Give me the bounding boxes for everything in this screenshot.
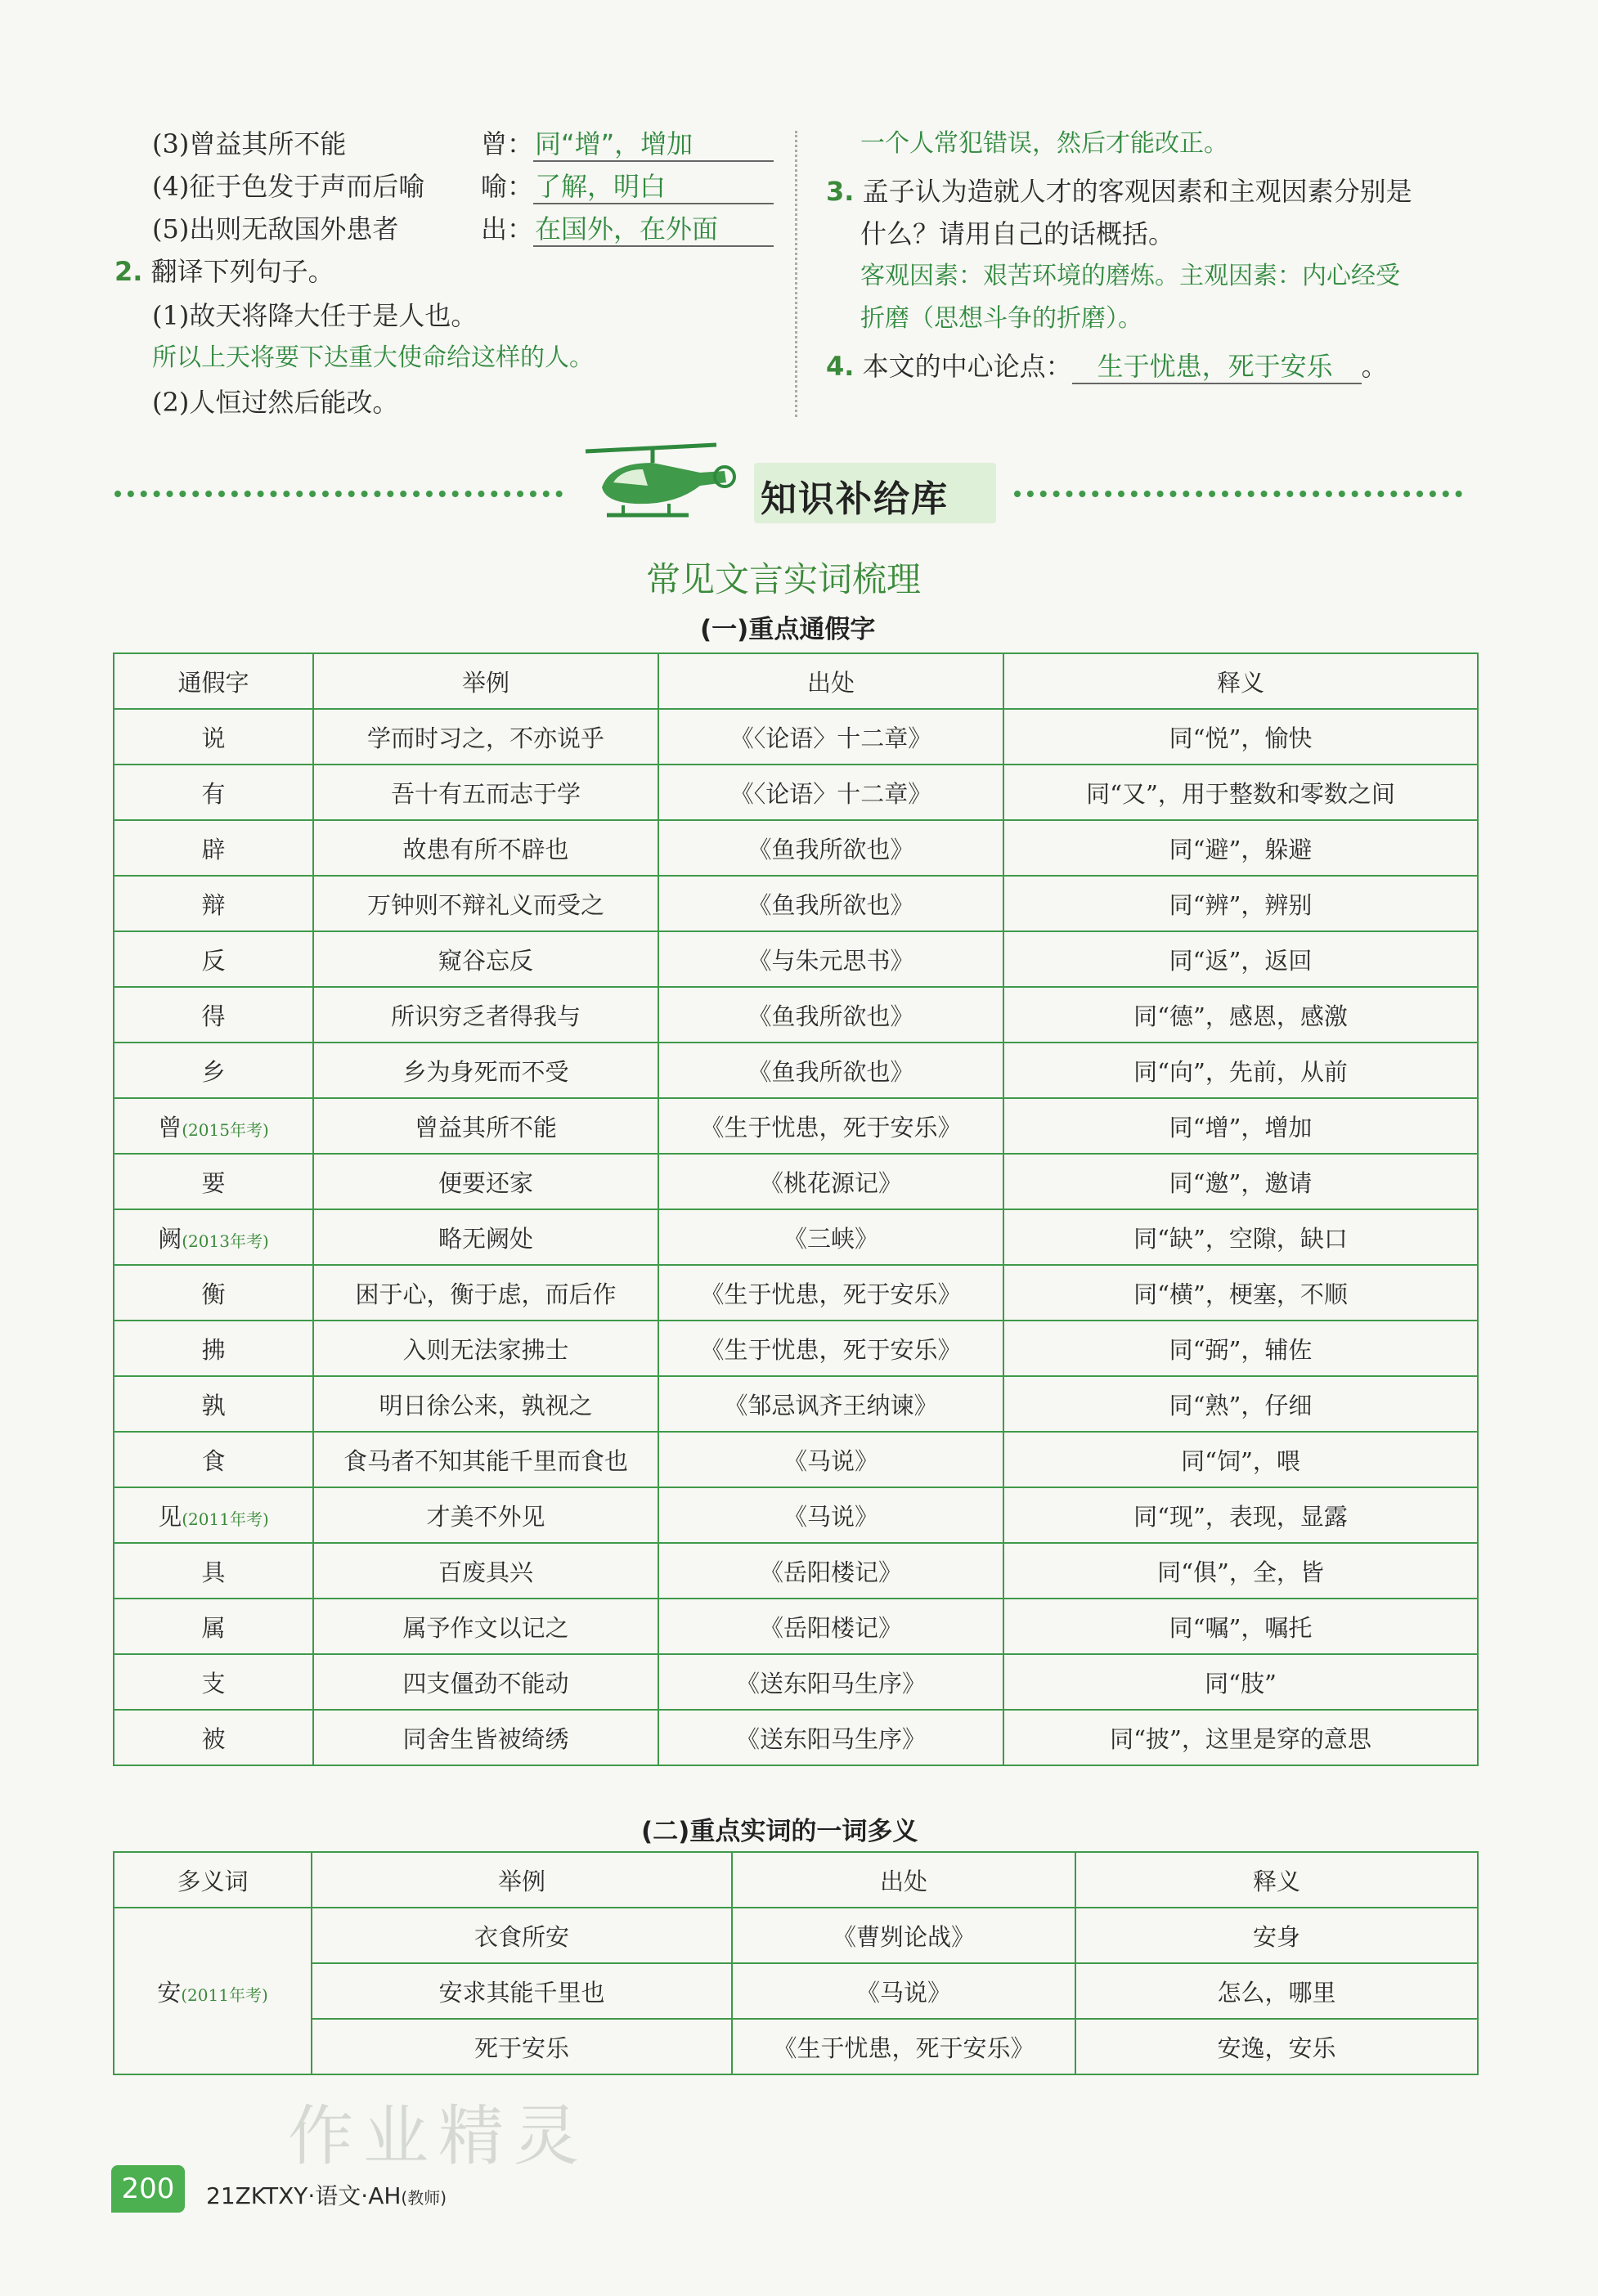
q1-item-3 bbox=[152, 128, 346, 160]
question-text: (4)征于色发于声而后喻 bbox=[152, 171, 425, 202]
example-cell: 吾十有五而志于学 bbox=[313, 765, 658, 820]
tongjiazi-cell bbox=[114, 820, 313, 876]
header-cell: 释义 bbox=[1075, 1852, 1478, 1908]
meaning-cell: 安逸，安乐 bbox=[1075, 2019, 1478, 2074]
table-row bbox=[114, 1908, 1478, 1963]
exam-year: (2015年考) bbox=[182, 1119, 269, 1140]
source-cell: 《三峡》 bbox=[658, 1209, 1003, 1265]
table-row bbox=[114, 1710, 1478, 1765]
polysemy-word: 安 bbox=[157, 1978, 182, 2007]
tongjiazi-char: 曾 bbox=[158, 1113, 182, 1141]
banner-title: 知识补给库 bbox=[761, 478, 949, 520]
tongjiazi-cell bbox=[114, 1209, 313, 1265]
q1-item-4 bbox=[152, 170, 424, 203]
question-text: (3)曾益其所不能 bbox=[152, 128, 347, 159]
exam-year: (2011年考) bbox=[182, 1509, 269, 1529]
example-cell: 食马者不知其能千里而食也 bbox=[313, 1432, 658, 1487]
tongjiazi-cell bbox=[114, 876, 313, 931]
helicopter-icon bbox=[577, 440, 741, 522]
book-code-text: 21ZKTXY·语文·AH bbox=[206, 2182, 402, 2209]
table-row bbox=[114, 1321, 1478, 1376]
source-cell: 《鱼我所欲也》 bbox=[658, 820, 1003, 876]
example-cell: 死于安乐 bbox=[312, 2019, 732, 2074]
example-cell: 明日徐公来，孰视之 bbox=[313, 1376, 658, 1432]
meaning-cell: 同“向”，先前，从前 bbox=[1003, 1043, 1478, 1098]
q1-item-3-answer bbox=[481, 128, 774, 162]
tongjiazi-char: 支 bbox=[201, 1669, 226, 1697]
tongjiazi-cell bbox=[114, 1154, 313, 1209]
meaning-cell: 同“嘱”，嘱托 bbox=[1003, 1599, 1478, 1654]
meaning-cell: 同“避”，躲避 bbox=[1003, 820, 1478, 876]
exam-year: (2013年考) bbox=[182, 1231, 269, 1251]
question-3-answer-1: 客观因素：艰苦环境的磨炼。主观因素：内心经受 bbox=[860, 262, 1400, 290]
meaning-cell: 同“又”，用于整数和零数之间 bbox=[1003, 765, 1478, 820]
question-3-line2: 什么？请用自己的话概括。 bbox=[860, 218, 1175, 249]
source-cell: 《与朱元思书》 bbox=[658, 931, 1003, 987]
table-row bbox=[114, 2019, 1478, 2074]
tongjiazi-char: 具 bbox=[201, 1558, 226, 1586]
header-cell: 多义词 bbox=[114, 1852, 312, 1908]
meaning-cell: 同“披”，这里是穿的意思 bbox=[1003, 1710, 1478, 1765]
table-row bbox=[114, 931, 1478, 987]
tongjiazi-char: 得 bbox=[201, 1002, 226, 1030]
table-row bbox=[114, 1432, 1478, 1487]
answer-key: 出： bbox=[481, 213, 534, 244]
table-row bbox=[114, 1043, 1478, 1098]
period: 。 bbox=[1361, 351, 1388, 382]
answer-key: 喻： bbox=[481, 171, 534, 202]
exam-year: (2011年考) bbox=[181, 1984, 268, 2005]
tongjiazi-char: 孰 bbox=[201, 1391, 226, 1419]
table-row bbox=[114, 1209, 1478, 1265]
book-code-note: (教师) bbox=[401, 2188, 447, 2208]
meaning-cell: 安身 bbox=[1075, 1908, 1478, 1963]
table2-subtitle: (二)重点实词的一词多义 bbox=[641, 1817, 918, 1846]
example-cell: 学而时习之，不亦说乎 bbox=[313, 709, 658, 765]
table-header-row bbox=[114, 653, 1478, 709]
meaning-cell: 同“辨”，辨别 bbox=[1003, 876, 1478, 931]
tongjiazi-char: 属 bbox=[201, 1613, 226, 1642]
polysemy-word-cell bbox=[114, 1908, 312, 2074]
meaning-cell: 同“横”，梗塞，不顺 bbox=[1003, 1265, 1478, 1321]
tongjiazi-cell bbox=[114, 1599, 313, 1654]
example-cell: 所识穷乏者得我与 bbox=[313, 987, 658, 1043]
tongjiazi-char: 阙 bbox=[158, 1224, 182, 1253]
tongjiazi-char: 被 bbox=[201, 1724, 226, 1753]
source-cell: 《鱼我所欲也》 bbox=[658, 876, 1003, 931]
example-cell: 曾益其所不能 bbox=[313, 1098, 658, 1154]
meaning-cell: 同“邀”，邀请 bbox=[1003, 1154, 1478, 1209]
meaning-cell: 同“增”，增加 bbox=[1003, 1098, 1478, 1154]
tongjiazi-cell bbox=[114, 709, 313, 765]
source-cell: 《鱼我所欲也》 bbox=[658, 987, 1003, 1043]
tongjiazi-cell bbox=[114, 987, 313, 1043]
question-2-heading bbox=[114, 255, 334, 288]
example-cell: 衣食所安 bbox=[312, 1908, 732, 1963]
source-cell: 《岳阳楼记》 bbox=[658, 1599, 1003, 1654]
q1-item-5 bbox=[152, 213, 398, 245]
answer-key: 曾： bbox=[481, 128, 534, 159]
tongjiazi-cell bbox=[114, 1487, 313, 1543]
source-cell: 《鱼我所欲也》 bbox=[658, 1043, 1003, 1098]
book-code bbox=[206, 2178, 447, 2211]
question-4 bbox=[826, 350, 1388, 384]
table-row bbox=[114, 1599, 1478, 1654]
table-row bbox=[114, 876, 1478, 931]
polysemy-table bbox=[113, 1851, 1479, 2075]
q2-sentence-2-answer: 一个人常犯错误，然后才能改正。 bbox=[860, 129, 1228, 158]
source-cell: 《生于忧患，死于安乐》 bbox=[658, 1098, 1003, 1154]
question-number: 2. bbox=[114, 256, 143, 287]
question-text: 孟子认为造就人才的客观因素和主观因素分别是 bbox=[862, 176, 1412, 207]
tongjiazi-char: 有 bbox=[201, 779, 226, 808]
table-row bbox=[114, 1376, 1478, 1432]
header-cell: 出处 bbox=[732, 1852, 1075, 1908]
meaning-cell: 同“缺”，空隙，缺口 bbox=[1003, 1209, 1478, 1265]
tongjiazi-char: 要 bbox=[201, 1168, 226, 1197]
meaning-cell: 同“熟”，仔细 bbox=[1003, 1376, 1478, 1432]
tongjiazi-cell bbox=[114, 1265, 313, 1321]
source-cell: 《生于忧患，死于安乐》 bbox=[658, 1265, 1003, 1321]
tongjiazi-char: 辩 bbox=[201, 890, 226, 919]
tongjiazi-char: 衡 bbox=[201, 1280, 226, 1308]
tongjiazi-cell bbox=[114, 1432, 313, 1487]
example-cell: 入则无法家拂士 bbox=[313, 1321, 658, 1376]
meaning-cell: 同“德”，感恩，感激 bbox=[1003, 987, 1478, 1043]
example-cell: 困于心，衡于虑，而后作 bbox=[313, 1265, 658, 1321]
source-cell: 《岳阳楼记》 bbox=[658, 1543, 1003, 1599]
meaning-cell: 同“现”，表现，显露 bbox=[1003, 1487, 1478, 1543]
table-row bbox=[114, 1487, 1478, 1543]
tongjiazi-char: 食 bbox=[201, 1446, 226, 1475]
watermark: 作业精灵 bbox=[288, 2098, 589, 2174]
question-3-answer-2: 折磨（思想斗争的折磨）。 bbox=[860, 304, 1142, 333]
table-row bbox=[114, 1265, 1478, 1321]
question-number: 3. bbox=[826, 176, 855, 207]
example-cell: 才美不外见 bbox=[313, 1487, 658, 1543]
example-cell: 略无阙处 bbox=[313, 1209, 658, 1265]
source-cell: 《生于忧患，死于安乐》 bbox=[658, 1321, 1003, 1376]
handwritten-answer: 同“增”，增加 bbox=[533, 128, 774, 162]
tongjiazi-table bbox=[113, 652, 1479, 1766]
q2-sentence-2: (2)人恒过然后能改。 bbox=[152, 387, 399, 418]
header-cell: 通假字 bbox=[114, 653, 313, 709]
handwritten-answer: 了解，明白 bbox=[533, 170, 774, 204]
meaning-cell: 同“肢” bbox=[1003, 1654, 1478, 1710]
meaning-cell: 同“悦”，愉快 bbox=[1003, 709, 1478, 765]
table-row bbox=[114, 1963, 1478, 2019]
source-cell: 《送东阳马生序》 bbox=[658, 1710, 1003, 1765]
table-header-row bbox=[114, 1852, 1478, 1908]
example-cell: 故患有所不辟也 bbox=[313, 820, 658, 876]
table-row bbox=[114, 987, 1478, 1043]
example-cell: 万钟则不辩礼义而受之 bbox=[313, 876, 658, 931]
source-cell: 《〈论语〉十二章》 bbox=[658, 709, 1003, 765]
source-cell: 《马说》 bbox=[658, 1432, 1003, 1487]
header-cell: 举例 bbox=[313, 653, 658, 709]
table-row bbox=[114, 709, 1478, 765]
source-cell: 《邹忌讽齐王纳谏》 bbox=[658, 1376, 1003, 1432]
header-cell: 出处 bbox=[658, 653, 1003, 709]
question-text: 本文的中心论点： bbox=[862, 351, 1072, 382]
tongjiazi-char: 说 bbox=[201, 724, 226, 752]
tongjiazi-cell bbox=[114, 1376, 313, 1432]
tongjiazi-cell bbox=[114, 931, 313, 987]
dotted-rule-left bbox=[114, 491, 563, 497]
question-text: 翻译下列句子。 bbox=[150, 256, 334, 287]
handwritten-answer: 在国外，在外面 bbox=[533, 213, 774, 247]
meaning-cell: 同“返”，返回 bbox=[1003, 931, 1478, 987]
source-cell: 《马说》 bbox=[732, 1963, 1075, 2019]
section-title: 常见文言实词梳理 bbox=[646, 559, 922, 599]
question-text: (5)出则无敌国外患者 bbox=[152, 213, 399, 244]
question-3 bbox=[826, 175, 1412, 208]
example-cell: 同舍生皆被绮绣 bbox=[313, 1710, 658, 1765]
header-cell: 释义 bbox=[1003, 653, 1478, 709]
source-cell: 《送东阳马生序》 bbox=[658, 1654, 1003, 1710]
tongjiazi-char: 见 bbox=[158, 1502, 182, 1531]
tongjiazi-cell bbox=[114, 1043, 313, 1098]
tongjiazi-cell bbox=[114, 1321, 313, 1376]
table-row bbox=[114, 1654, 1478, 1710]
tongjiazi-char: 反 bbox=[201, 946, 226, 975]
tongjiazi-cell bbox=[114, 765, 313, 820]
meaning-cell: 同“弼”，辅佐 bbox=[1003, 1321, 1478, 1376]
dotted-rule-right bbox=[1014, 491, 1462, 497]
q2-sentence-1-answer: 所以上天将要下达重大使命给这样的人。 bbox=[152, 343, 594, 372]
tongjiazi-cell bbox=[114, 1543, 313, 1599]
header-cell: 举例 bbox=[312, 1852, 732, 1908]
example-cell: 乡为身死而不受 bbox=[313, 1043, 658, 1098]
table-row bbox=[114, 765, 1478, 820]
meaning-cell: 同“俱”，全，皆 bbox=[1003, 1543, 1478, 1599]
tongjiazi-char: 辟 bbox=[201, 835, 226, 863]
example-cell: 百废具兴 bbox=[313, 1543, 658, 1599]
source-cell: 《生于忧患，死于安乐》 bbox=[732, 2019, 1075, 2074]
source-cell: 《桃花源记》 bbox=[658, 1154, 1003, 1209]
table1-subtitle: (一)重点通假字 bbox=[700, 615, 876, 644]
example-cell: 四支僵劲不能动 bbox=[313, 1654, 658, 1710]
source-cell: 《马说》 bbox=[658, 1487, 1003, 1543]
q1-item-5-answer bbox=[481, 213, 774, 247]
tongjiazi-char: 拂 bbox=[201, 1335, 226, 1364]
table-row bbox=[114, 820, 1478, 876]
tongjiazi-cell bbox=[114, 1710, 313, 1765]
q1-item-4-answer bbox=[481, 170, 774, 204]
table-row bbox=[114, 1098, 1478, 1154]
q2-sentence-1: (1)故天将降大任于是人也。 bbox=[152, 300, 478, 331]
page-number: 200 bbox=[111, 2165, 185, 2213]
source-cell: 《曹刿论战》 bbox=[732, 1908, 1075, 1963]
tongjiazi-char: 乡 bbox=[201, 1057, 226, 1086]
question-number: 4. bbox=[826, 351, 855, 382]
example-cell: 便要还家 bbox=[313, 1154, 658, 1209]
example-cell: 属予作文以记之 bbox=[313, 1599, 658, 1654]
handwritten-answer: 生于忧患，死于安乐 bbox=[1072, 350, 1362, 384]
meaning-cell: 怎么，哪里 bbox=[1075, 1963, 1478, 2019]
example-cell: 窥谷忘反 bbox=[313, 931, 658, 987]
column-divider bbox=[795, 131, 797, 417]
table-row bbox=[114, 1543, 1478, 1599]
meaning-cell: 同“饲”，喂 bbox=[1003, 1432, 1478, 1487]
example-cell: 安求其能千里也 bbox=[312, 1963, 732, 2019]
source-cell: 《〈论语〉十二章》 bbox=[658, 765, 1003, 820]
tongjiazi-cell bbox=[114, 1098, 313, 1154]
tongjiazi-cell bbox=[114, 1654, 313, 1710]
table-row bbox=[114, 1154, 1478, 1209]
